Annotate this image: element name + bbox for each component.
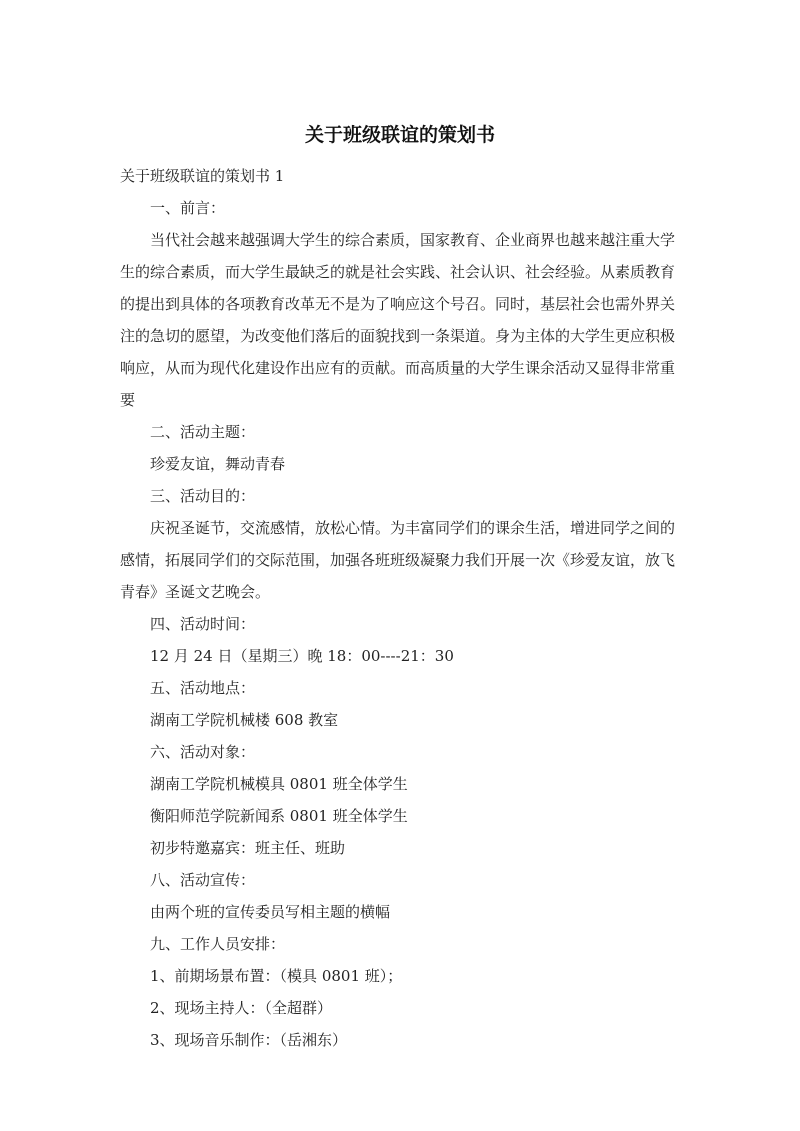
time-text: 12 月 24 日（星期三）晚 18：00----21：30	[150, 647, 454, 665]
staff-item-2: 2、现场主持人：（全超群）	[150, 999, 333, 1017]
section-heading-audience: 六、活动对象：	[150, 743, 256, 761]
section-heading-place: 五、活动地点：	[150, 679, 256, 697]
section-heading-preface: 一、前言：	[150, 199, 226, 217]
document-body	[120, 160, 675, 1056]
publicity-text: 由两个班的宣传委员写相主题的横幅	[150, 903, 391, 921]
paragraph-preface: 当代社会越来越强调大学生的综合素质，国家教育、企业商界也越来越注重大学生的综合素质，而大学生最缺乏的就是社会实践、社会认识、社会经验。从素质教育的提出到具体的各项教育改革无不是为了响应这个号召。同时，基层社会也需外界关注的急切的愿望，为改变他们落后的面貌找到一条渠道。身为主体的大学生更应积极响应，从而为现代化建设作出应有的贡献。而高质量的大学生课余活动又显得非常重要	[120, 231, 676, 409]
paragraph-purpose: 庆祝圣诞节，交流感情，放松心情。为丰富同学们的课余生活，增进同学之间的感情，拓展同学们的交际范围，加强各班班级凝聚力我们开展一次《珍爱友谊，放飞青春》圣诞文艺晚会。	[120, 519, 676, 601]
section-heading-theme: 二、活动主题：	[150, 423, 256, 441]
theme-text: 珍爱友谊，舞动青春	[150, 455, 286, 473]
place-text: 湖南工学院机械楼 608 教室	[150, 711, 339, 729]
audience-text-1: 湖南工学院机械模具 0801 班全体学生	[150, 775, 408, 793]
document-title: 关于班级联谊的策划书	[304, 124, 495, 146]
staff-item-1: 1、前期场景布置：（模具 0801 班）；	[150, 967, 403, 985]
staff-item-3: 3、现场音乐制作：（岳湘东）	[150, 1031, 348, 1049]
section-heading-time: 四、活动时间：	[150, 615, 256, 633]
section-heading-purpose: 三、活动目的：	[150, 487, 256, 505]
audience-text-2: 衡阳师范学院新闻系 0801 班全体学生	[150, 807, 408, 825]
section-heading-publicity: 八、活动宣传：	[150, 871, 256, 889]
document-subtitle: 关于班级联谊的策划书 1	[120, 167, 285, 185]
guests-text: 初步特邀嘉宾：班主任、班助	[150, 839, 346, 857]
section-heading-staff: 九、工作人员安排：	[150, 935, 286, 953]
